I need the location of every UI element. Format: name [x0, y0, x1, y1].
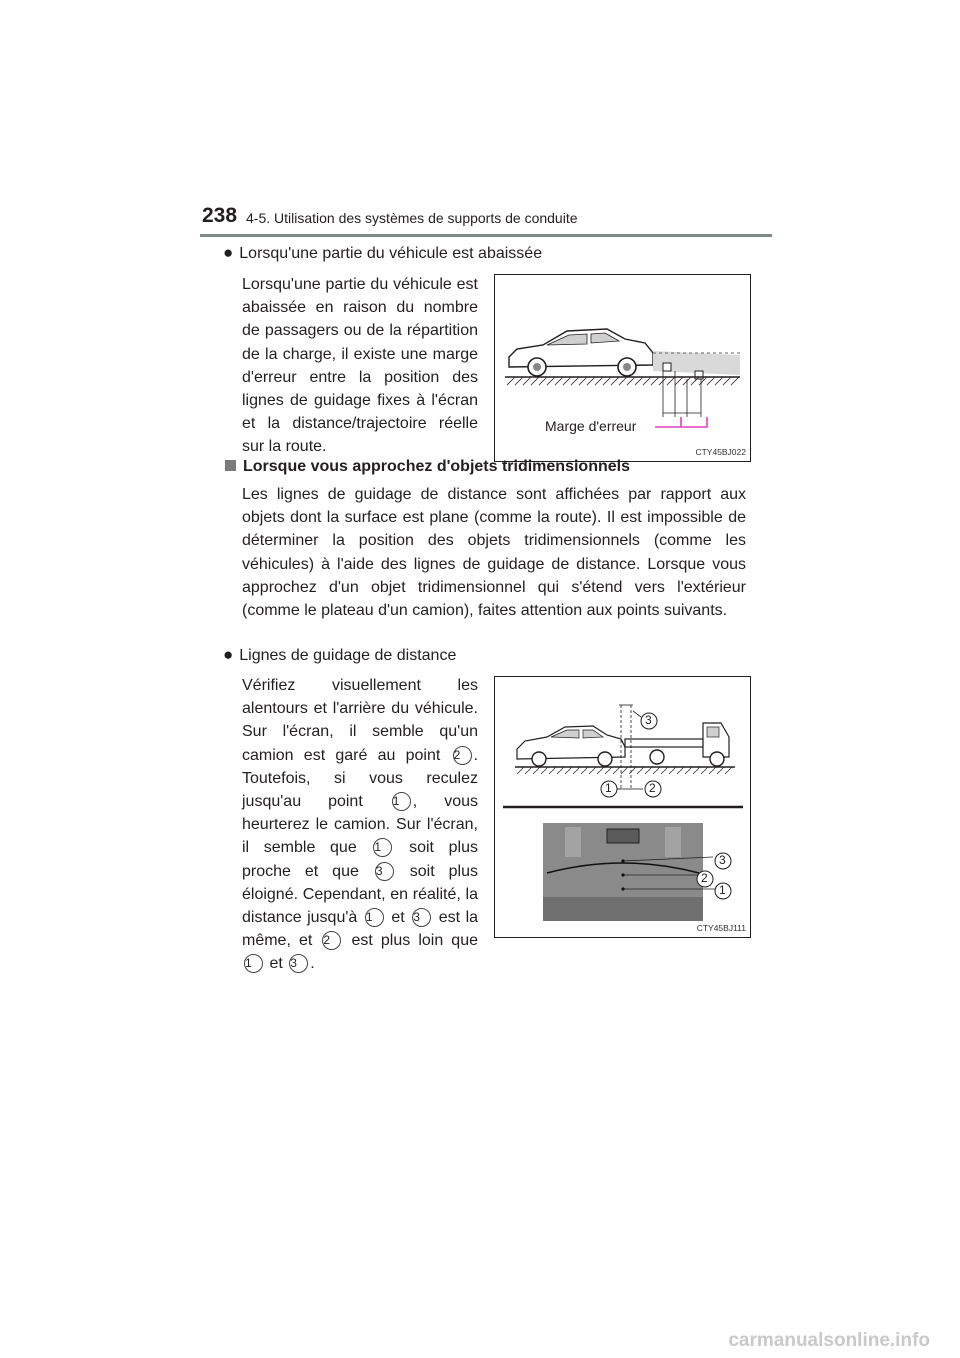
text-part: Vérifiez visuellement les alentours et l'arrière du véhicule. Sur l'écran, il semble qu'un camion est garé au point — [242, 677, 478, 764]
marker-1-icon: 1 — [373, 838, 392, 857]
marker-1-icon: 1 — [365, 908, 384, 927]
text-part: . — [310, 955, 315, 973]
bullet-text: Lorsqu'une partie du véhicule est abaissée — [239, 245, 543, 262]
fig-marker-1-screen: 1 — [719, 883, 726, 897]
fig-marker-2: 2 — [649, 781, 656, 795]
fig-marker-1: 1 — [605, 781, 612, 795]
text-part: est la même, et — [242, 909, 479, 950]
fig-marker-3-screen: 3 — [719, 853, 726, 867]
heading-text: Lorsque vous approchez d'objets tridimensionnels — [243, 458, 630, 475]
figure-code: CTY45BJ111 — [696, 923, 746, 933]
paragraph-3d-objects: Les lignes de guidage de distance sont affichées par rapport aux objets dont la surface est plane (comme la route). Il est impossible de déterminer la position des objets tridimensionnels (comme les véhicules) à l'aide des lignes de guidage de distance. Lorsque vous approchez d'un objet tridimensionnel qui s'étend vers l'extérieur (comme le plateau d'un camion), faites attention aux points suivants. — [242, 486, 746, 620]
figure-truck-distance — [494, 676, 751, 938]
text-part: . Toutefois, si vous reculez jusqu'au point — [242, 746, 479, 811]
marker-3-icon: 3 — [412, 908, 431, 927]
marker-3-icon: 3 — [375, 862, 394, 881]
paragraph-distance-lines — [242, 674, 478, 976]
figure-truck-svg — [495, 677, 750, 937]
text-part: soit plus éloigné. Cependant, en réalité, la distance jusqu'à — [242, 862, 478, 927]
marker-2-icon: 2 — [322, 931, 341, 950]
bullet-distance-lines — [223, 645, 456, 665]
header-rule — [200, 234, 772, 237]
marker-1-icon: 1 — [392, 792, 411, 811]
text-part: est plus loin que — [351, 932, 479, 950]
bullet-lowered-vehicle — [223, 243, 542, 263]
fig-marker-3: 3 — [645, 713, 652, 727]
heading-3d-objects — [225, 458, 630, 476]
marker-3-icon: 3 — [289, 954, 308, 973]
text-part: et — [269, 955, 283, 973]
paragraph-lowered-vehicle: Lorsqu'une partie du véhicule est abaissée en raison du nombre de passagers ou de la répartition de la charge, il existe une marge d'erreur entre la position des lignes de guidage fixes à l'écran et la distance/trajectoire réelle sur la route. — [242, 276, 478, 456]
bullet-text: Lignes de guidage de distance — [239, 647, 457, 664]
bullet-icon: ● — [223, 645, 234, 664]
text-part: et — [391, 909, 405, 927]
fig-marker-2-screen: 2 — [701, 871, 708, 885]
marker-1-icon: 1 — [244, 954, 263, 973]
page-number: 238 — [202, 204, 238, 227]
square-bullet-icon — [225, 460, 236, 471]
footer-watermark: carmanualsonline.info — [728, 1330, 930, 1351]
bullet-icon: ● — [223, 243, 234, 262]
margin-of-error-label: Marge d'erreur — [545, 418, 637, 434]
figure-margin-of-error — [494, 274, 751, 462]
text-part: , vous heurterez le camion. Sur l'écran, il semble que — [242, 793, 478, 857]
marker-2-icon: 2 — [453, 746, 472, 765]
section-title: 4-5. Utilisation des systèmes de supports de conduite — [246, 210, 578, 226]
text-part: soit plus proche et que — [242, 839, 478, 880]
figure-code: CTY45BJ022 — [695, 447, 746, 457]
